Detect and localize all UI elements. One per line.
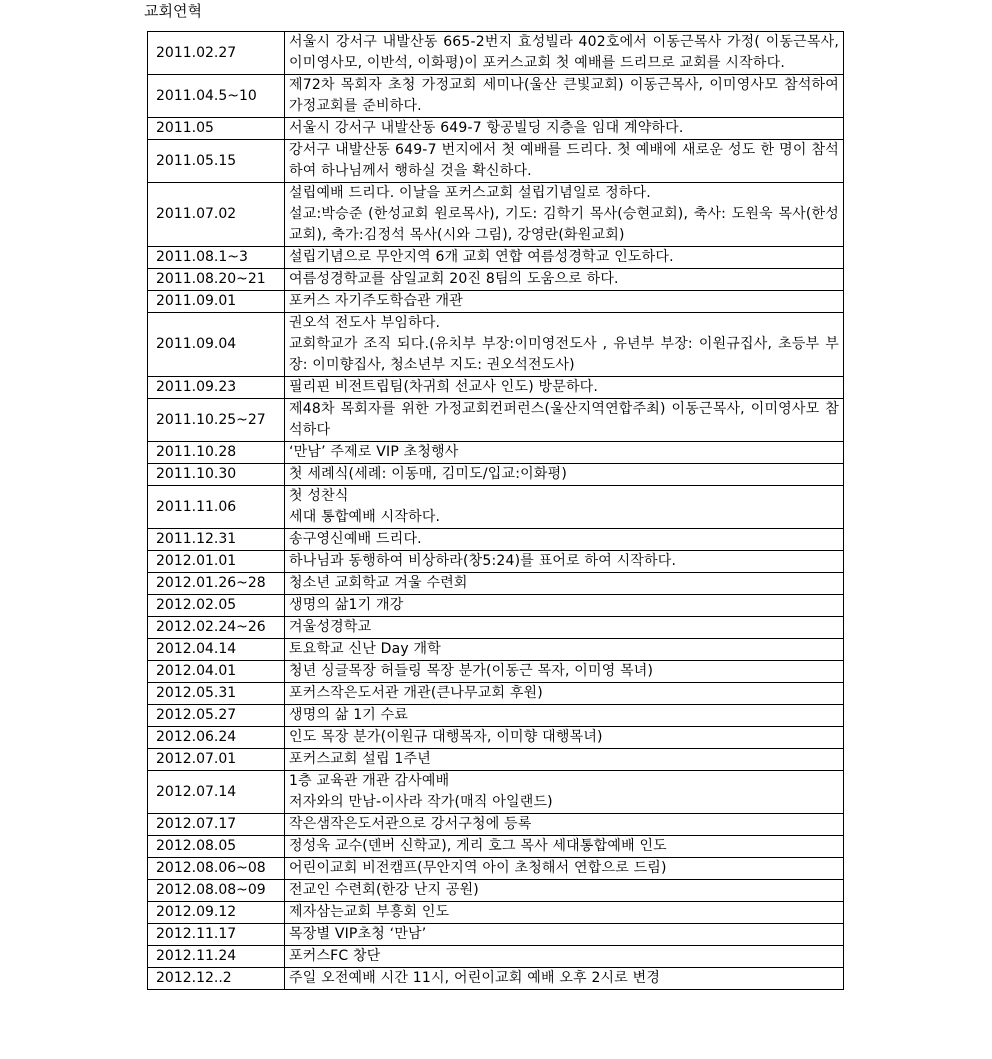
history-row [148, 617, 844, 639]
history-date: 2012.08.05 [148, 836, 285, 858]
history-event-line: 정성욱 교수(덴버 신학교), 게리 호그 목사 세대통합예배 인도 [289, 838, 667, 854]
history-row [148, 399, 844, 442]
history-event-line: 어린이교회 비전캠프(무안지역 아이 초청해서 연합으로 드림) [289, 860, 667, 876]
history-event [285, 573, 844, 595]
history-event-line: 토요학교 신난 Day 개학 [289, 641, 441, 657]
history-event [285, 771, 844, 814]
history-event-line: 설립예배 드리다. 이날을 포커스교회 설립기념일로 정하다. [289, 185, 651, 201]
history-row [148, 727, 844, 749]
history-date: 2012.05.27 [148, 705, 285, 727]
history-event-line: 세대 통합예배 시작하다. [289, 509, 441, 525]
history-event [285, 683, 844, 705]
history-event-line: 교회학교가 조직 되다.(유치부 부장:이미영전도사 , 유년부 부장: 이원규집사, 초등부 부장: 이미향집사, 청소년부 지도: 권오석전도사) [289, 336, 839, 373]
history-event-line: 청년 싱글목장 허들링 목장 분가(이동근 목자, 이미영 목녀) [289, 663, 654, 679]
history-event [285, 75, 844, 118]
history-date: 2011.05.15 [148, 140, 285, 183]
history-event-line: 겨울성경학교 [289, 619, 372, 635]
history-row [148, 924, 844, 946]
history-event-line: 인도 목장 분가(이원규 대행목자, 이미향 대행목녀) [289, 729, 603, 745]
history-date: 2012.07.01 [148, 749, 285, 771]
history-row [148, 291, 844, 313]
history-event-line: 포커스교회 설립 1주년 [289, 751, 431, 767]
history-date: 2012.11.17 [148, 924, 285, 946]
history-date: 2012.09.12 [148, 902, 285, 924]
history-event [285, 118, 844, 140]
history-row [148, 464, 844, 486]
church-history-table [147, 31, 844, 990]
history-event-line: 필리핀 비전트립팀(차귀희 선교사 인도) 방문하다. [289, 379, 599, 395]
history-date: 2011.09.04 [148, 313, 285, 377]
history-row [148, 529, 844, 551]
history-event [285, 313, 844, 377]
history-event-line: 서울시 강서구 내발산동 665-2번지 효성빌라 402호에서 이동근목사 가정( 이동근목사, 이미영사모, 이반석, 이화평)이 포커스교회 첫 예배를 드리므로 교회를 시작하다. [289, 34, 839, 71]
history-date: 2012.06.24 [148, 727, 285, 749]
history-date: 2012.02.05 [148, 595, 285, 617]
history-event-line: 포커스 자기주도학습관 개관 [289, 293, 463, 309]
history-row [148, 749, 844, 771]
history-row [148, 683, 844, 705]
history-event-line: 설립기념으로 무안지역 6개 교회 연합 여름성경학교 인도하다. [289, 249, 674, 265]
history-event [285, 486, 844, 529]
history-event [285, 442, 844, 464]
history-event [285, 727, 844, 749]
history-row [148, 247, 844, 269]
history-row [148, 183, 844, 247]
history-date: 2011.09.23 [148, 377, 285, 399]
history-date: 2012.05.31 [148, 683, 285, 705]
history-event-line: 첫 세례식(세례: 이동매, 김미도/입교:이화평) [289, 466, 567, 482]
history-date: 2011.08.20~21 [148, 269, 285, 291]
history-event-line: 포커스작은도서관 개관(큰나무교회 후원) [289, 685, 543, 701]
history-event [285, 551, 844, 573]
history-event [285, 247, 844, 269]
history-event-line: 제72차 목회자 초청 가정교회 세미나(울산 큰빛교회) 이동근목사, 이미영사모 참석하여 가정교회를 준비하다. [289, 77, 839, 114]
history-event-line: 송구영신예배 드리다. [289, 531, 422, 547]
history-event-line: 첫 성찬식 [289, 488, 349, 504]
history-date: 2011.07.02 [148, 183, 285, 247]
history-date: 2012.12..2 [148, 968, 285, 990]
history-event [285, 902, 844, 924]
history-date: 2011.09.01 [148, 291, 285, 313]
history-event-line: 생명의 삶 1기 수료 [289, 707, 409, 723]
history-event [285, 705, 844, 727]
history-row [148, 551, 844, 573]
history-event-line: 포커스FC 창단 [289, 948, 381, 964]
history-event [285, 140, 844, 183]
history-date: 2011.10.28 [148, 442, 285, 464]
history-event [285, 399, 844, 442]
history-row [148, 377, 844, 399]
history-row [148, 75, 844, 118]
document-title: 교회연혁 [144, 2, 202, 20]
history-event-line: 주일 오전예배 시간 11시, 어린이교회 예배 오후 2시로 변경 [289, 970, 661, 986]
history-row [148, 269, 844, 291]
history-row [148, 639, 844, 661]
history-row [148, 968, 844, 990]
history-date: 2011.12.31 [148, 529, 285, 551]
history-event [285, 183, 844, 247]
history-event [285, 32, 844, 75]
history-event-line: 여름성경학교를 삼일교회 20진 8팀의 도움으로 하다. [289, 271, 619, 287]
history-event-line: 서울시 강서구 내발산동 649-7 항공빌딩 지층을 임대 계약하다. [289, 120, 684, 136]
history-event [285, 464, 844, 486]
history-date: 2011.08.1~3 [148, 247, 285, 269]
history-row [148, 858, 844, 880]
history-event-line: 제자삼는교회 부흥회 인도 [289, 904, 450, 920]
history-row [148, 313, 844, 377]
history-event [285, 595, 844, 617]
history-date: 2011.02.27 [148, 32, 285, 75]
history-row [148, 486, 844, 529]
history-row [148, 442, 844, 464]
history-event-line: 목장별 VIP초청 ‘만남’ [289, 926, 427, 942]
history-date: 2012.01.01 [148, 551, 285, 573]
history-date: 2012.02.24~26 [148, 617, 285, 639]
history-row [148, 661, 844, 683]
history-date: 2012.08.06~08 [148, 858, 285, 880]
history-event-line: 청소년 교회학교 겨울 수련회 [289, 575, 468, 591]
history-date: 2012.01.26~28 [148, 573, 285, 595]
history-event-line: 강서구 내발산동 649-7 번지에서 첫 예배를 드리다. 첫 예배에 새로운 성도 한 명이 참석하여 하나님께서 행하실 것을 확신하다. [289, 142, 839, 179]
history-event [285, 858, 844, 880]
history-date: 2012.08.08~09 [148, 880, 285, 902]
history-event-line: 권오석 전도사 부임하다. [289, 315, 441, 331]
history-event-line: 제48차 목회자를 위한 가정교회컨퍼런스(울산지역연합주최) 이동근목사, 이미영사모 참석하다 [289, 401, 839, 438]
history-row [148, 880, 844, 902]
history-event-line: 설교:박승준 (한성교회 원로목사), 기도: 김학기 목사(승현교회), 축사: 도원욱 목사(한성교회), 축가:김정석 목사(시와 그림), 강영란(화원교회) [289, 206, 839, 243]
history-event [285, 377, 844, 399]
history-row [148, 946, 844, 968]
history-row [148, 118, 844, 140]
history-event [285, 617, 844, 639]
history-event [285, 291, 844, 313]
history-date: 2011.04.5~10 [148, 75, 285, 118]
history-event-line: 하나님과 동행하여 비상하라(창5:24)를 표어로 하여 시작하다. [289, 553, 677, 569]
history-table-body [148, 32, 844, 990]
history-date: 2011.10.30 [148, 464, 285, 486]
history-date: 2012.07.14 [148, 771, 285, 814]
history-row [148, 771, 844, 814]
history-row [148, 140, 844, 183]
history-event-line: 생명의 삶1기 개강 [289, 597, 404, 613]
history-date: 2011.05 [148, 118, 285, 140]
history-event [285, 836, 844, 858]
history-event-line: 작은샘작은도서관으로 강서구청에 등록 [289, 816, 532, 832]
history-row [148, 902, 844, 924]
history-event [285, 661, 844, 683]
history-row [148, 573, 844, 595]
history-row [148, 814, 844, 836]
history-event [285, 946, 844, 968]
history-date: 2011.11.06 [148, 486, 285, 529]
history-event [285, 749, 844, 771]
history-event [285, 639, 844, 661]
history-date: 2012.11.24 [148, 946, 285, 968]
history-event-line: 1층 교육관 개관 감사예배 [289, 773, 450, 789]
history-date: 2012.04.01 [148, 661, 285, 683]
history-event [285, 529, 844, 551]
history-event [285, 814, 844, 836]
history-date: 2011.10.25~27 [148, 399, 285, 442]
history-event [285, 924, 844, 946]
history-row [148, 705, 844, 727]
history-row [148, 595, 844, 617]
history-event [285, 880, 844, 902]
history-row [148, 836, 844, 858]
history-date: 2012.07.17 [148, 814, 285, 836]
history-date: 2012.04.14 [148, 639, 285, 661]
history-event [285, 269, 844, 291]
history-event [285, 968, 844, 990]
history-event-line: 저자와의 만남-이사라 작가(매직 아일랜드) [289, 794, 553, 810]
history-event-line: ‘만남’ 주제로 VIP 초청행사 [289, 444, 459, 460]
history-event-line: 전교인 수련회(한강 난지 공원) [289, 882, 479, 898]
history-row [148, 32, 844, 75]
